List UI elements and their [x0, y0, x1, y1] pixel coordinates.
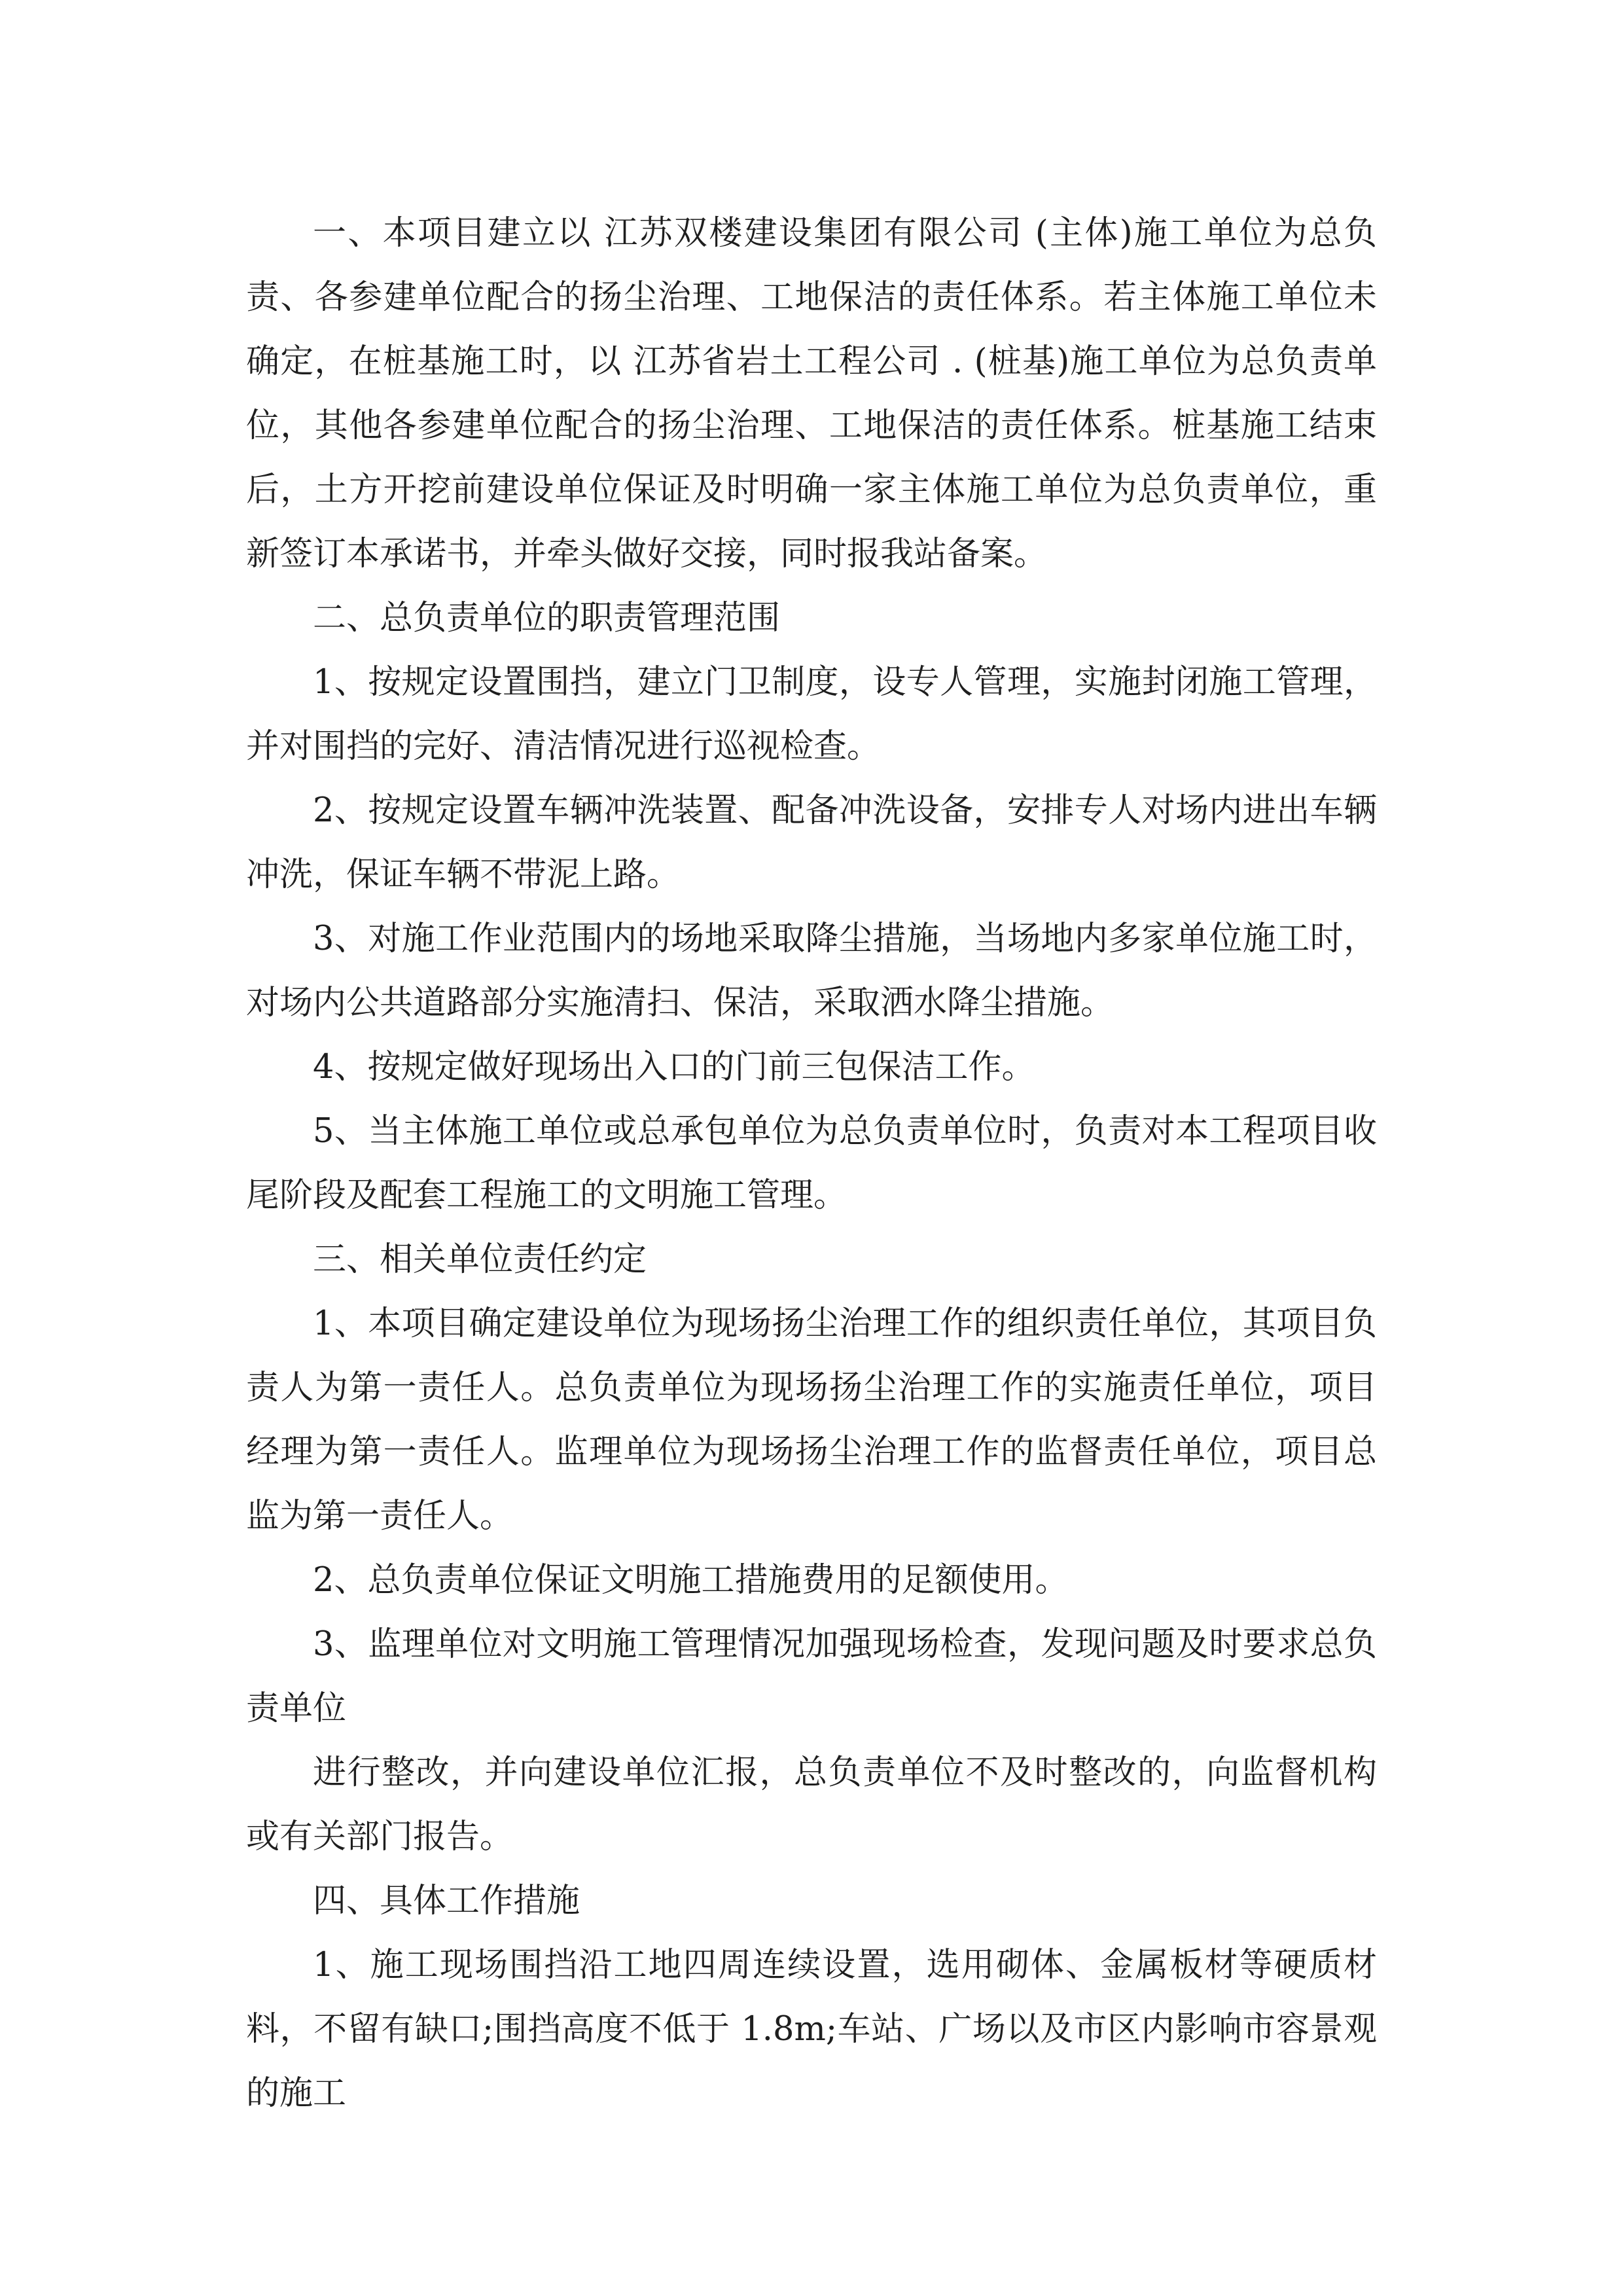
paragraph-item-2-4: 4、按规定做好现场出入口的门前三包保洁工作。	[313, 1048, 1035, 1086]
paragraph-item-2-1: 1、按规定设置围挡，建立门卫制度，设专人管理，实施封闭施工管理，并对围挡的完好、清洁情况进行巡视检查。	[246, 663, 1377, 766]
document-page	[246, 202, 1377, 2126]
paragraph-item-3-3: 3、监理单位对文明施工管理情况加强现场检查，发现问题及时要求总负责单位	[246, 1625, 1377, 1728]
paragraph-responsibility-system: 一、本项目建立以 江苏双楼建设集团有限公司 (主体)施工单位为总负责、各参建单位配合的扬尘治理、工地保洁的责任体系。若主体施工单位未确定，在桩基施工时，以 江苏省岩土工程公司 . (桩基)施工单位为总负责单位，其他各参建单位配合的扬尘治理、工地保洁的责任体系。桩基施工结束后，土方开挖前建设单位保证及时明确一家主体施工单位为总负责单位，重新签订本承诺书，并牵头做好交接，同时报我站备案。	[246, 214, 1377, 573]
paragraph-item-2-3: 3、对施工作业范围内的场地采取降尘措施，当场地内多家单位施工时，对场内公共道路部分实施清扫、保洁，采取洒水降尘措施。	[246, 920, 1377, 1022]
paragraph-item-3-2: 2、总负责单位保证文明施工措施费用的足额使用。	[313, 1561, 1069, 1600]
heading-section-2: 二、总负责单位的职责管理范围	[313, 599, 781, 637]
paragraph-item-4-1: 1、施工现场围挡沿工地四周连续设置，选用砌体、金属板材等硬质材料，不留有缺口;围挡高度不低于 1.8m;车站、广场以及市区内影响市容景观的施工	[246, 1946, 1377, 2113]
paragraph-item-3-1: 1、本项目确定建设单位为现场扬尘治理工作的组织责任单位，其项目负责人为第一责任人。总负责单位为现场扬尘治理工作的实施责任单位，项目经理为第一责任人。监理单位为现场扬尘治理工作的监督责任单位，项目总监为第一责任人。	[246, 1304, 1377, 1535]
paragraph-item-2-5: 5、当主体施工单位或总承包单位为总负责单位时，负责对本工程项目收尾阶段及配套工程施工的文明施工管理。	[246, 1112, 1377, 1215]
paragraph-item-2-2: 2、按规定设置车辆冲洗装置、配备冲洗设备，安排专人对场内进出车辆冲洗，保证车辆不带泥上路。	[246, 791, 1377, 894]
heading-section-3: 三、相关单位责任约定	[313, 1240, 647, 1279]
heading-section-4: 四、具体工作措施	[313, 1882, 580, 1920]
paragraph-item-3-3-continued: 进行整改，并向建设单位汇报，总负责单位不及时整改的，向监督机构或有关部门报告。	[246, 1753, 1377, 1856]
